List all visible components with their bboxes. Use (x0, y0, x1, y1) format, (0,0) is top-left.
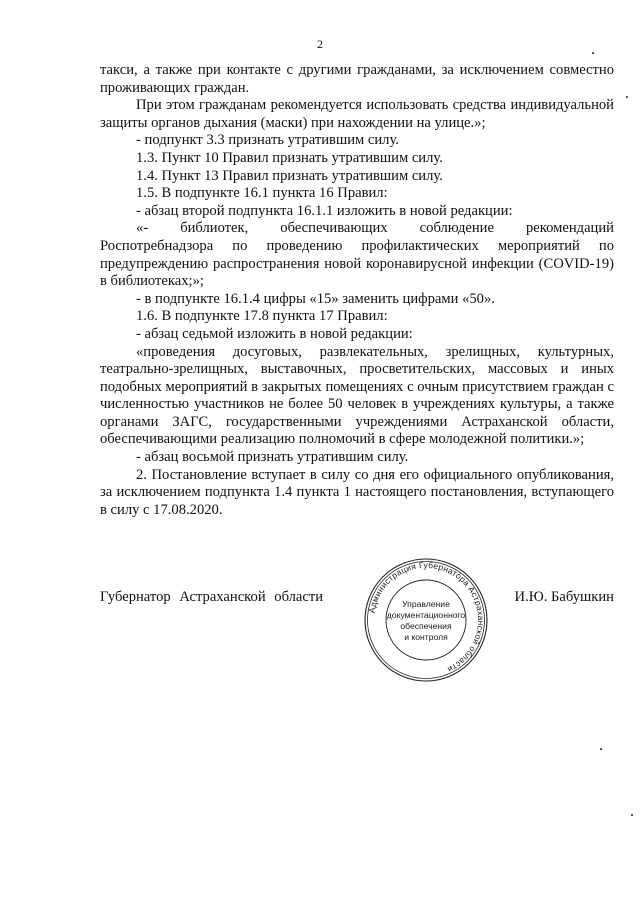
paragraph-6: 1.5. В подпункте 16.1 пункта 16 Правил: (136, 185, 388, 202)
paragraph-9: - в подпункте 16.1.4 цифры «15» заменить цифрами «50». (136, 290, 495, 307)
stamp-line-3: обеспечения (400, 621, 452, 631)
scan-speck (626, 96, 628, 98)
paragraph-8: «- библиотек, обеспечивающих соблюдение рекомендаций Роспотребнадзора по проведению профилактических мероприятий по предупреждению распространения новой коронавирусной инфекции (COVID-19) в библиотеках;»; (100, 220, 614, 290)
stamp-line-1: Управление (402, 599, 450, 609)
paragraph-10: 1.6. В подпункте 17.8 пункта 17 Правил: (136, 308, 388, 325)
paragraph-2: При этом гражданам рекомендуется использовать средства индивидуальной защиты органов дыхания (маски) при нахождении на улице.»; (100, 97, 614, 131)
paragraph-14: 2. Постановление вступает в силу со дня его официального опубликования, за исключением подпункта 1.4 пункта 1 настоящего постановления, вступающего в силу с 17.08.2020. (100, 466, 614, 518)
official-stamp (363, 557, 489, 683)
paragraph-13: - абзац восьмой признать утратившим силу. (136, 449, 409, 466)
paragraph-11: - абзац седьмой изложить в новой редакции: (136, 325, 413, 342)
document-body (100, 62, 614, 519)
scan-speck (631, 814, 633, 816)
stamp-inner-text (363, 599, 489, 643)
paragraph-5: 1.4. Пункт 13 Правил признать утратившим силу. (136, 167, 443, 184)
stamp-line-4: и контроля (404, 632, 448, 642)
signer-name: И.Ю. Бабушкин (514, 589, 614, 605)
paragraph-12: «проведения досуговых, развлекательных, зрелищных, культурных, театрально-зрелищных, выставочных, просветительских, массовых и иных подобных мероприятий в закрытых помещениях с очным присутствием граждан с численностью участников не более 50 человек в учреждениях культуры, а также органами ЗАГС, государственными учреждениями Астраханской области, обеспечивающими реализацию полномочий в сфере молодежной политики.»; (100, 343, 614, 448)
paragraph-7: - абзац второй подпункта 16.1.1 изложить в новой редакции: (136, 202, 513, 219)
stamp-line-2: документационного (386, 610, 466, 620)
scan-speck (600, 748, 602, 750)
paragraph-3: - подпункт 3.3 признать утратившим силу. (136, 132, 399, 149)
page-number: 2 (317, 37, 323, 51)
signature-block (100, 589, 614, 609)
paragraph-4: 1.3. Пункт 10 Правил признать утратившим силу. (136, 149, 443, 166)
paragraph-1: такси, а также при контакте с другими гражданами, за исключением совместно проживающих граждан. (100, 62, 614, 96)
stamp-outer-text: Администрация Губернатора Астраханской области (366, 559, 487, 675)
signer-title: Губернатор Астраханской области (100, 589, 324, 605)
scan-speck (592, 52, 594, 54)
